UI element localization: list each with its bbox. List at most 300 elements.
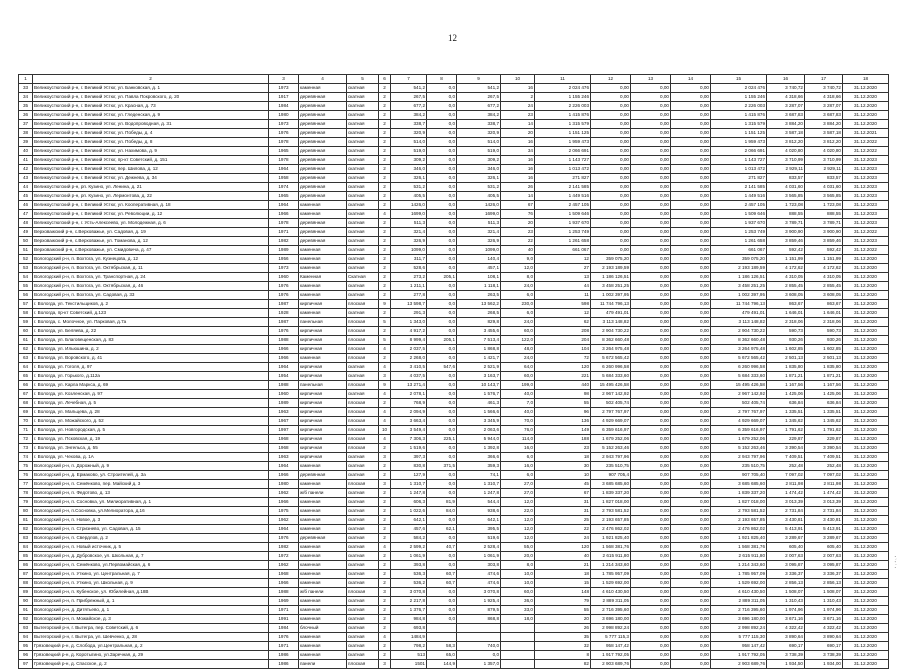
table-cell: 31.12.2020	[843, 435, 889, 444]
table-cell: 148	[535, 588, 591, 597]
table-cell: 40,7	[427, 543, 457, 552]
table-cell: Вологодский р-н, д. Дитятьево, д. 1	[33, 606, 269, 615]
table-cell: 938,6	[457, 507, 501, 516]
table-cell: 0,00	[631, 588, 671, 597]
table-cell: деревянная	[299, 138, 347, 147]
table-cell: 37	[19, 120, 33, 129]
table-cell: 32	[535, 642, 591, 651]
table-cell: 31.12.2020	[843, 363, 889, 372]
table-cell: 204	[535, 336, 591, 345]
table-cell: 3 884,20	[767, 120, 805, 129]
table-cell: 56	[19, 291, 33, 300]
table-cell: 2	[379, 570, 391, 579]
table-cell: 0,00	[671, 660, 711, 669]
table-cell: 2 226 003	[535, 102, 591, 111]
column-header: 13	[631, 75, 671, 84]
table-cell: 0,0	[427, 399, 457, 408]
table-cell: 320,9	[391, 129, 427, 138]
table-cell: скатная	[347, 390, 379, 399]
table-cell: 1099,0	[457, 246, 501, 255]
table-cell: 0,00	[671, 372, 711, 381]
table-cell: 31.12.2020	[843, 579, 889, 588]
table-cell: 35	[535, 633, 591, 642]
table-cell: 2 615 911,80	[711, 552, 767, 561]
table-cell: скатная	[347, 498, 379, 507]
table-row	[19, 462, 889, 471]
table-cell: 18	[535, 453, 591, 462]
table-cell: 0,00	[671, 516, 711, 525]
table-cell: скатная	[347, 651, 379, 660]
table-cell: 1 723,08	[767, 201, 805, 210]
table-cell: 1971	[269, 642, 299, 651]
table-cell: кирпичная	[299, 408, 347, 417]
table-cell: 8	[535, 651, 591, 660]
table-cell: скатная	[347, 471, 379, 480]
table-cell: 5 684 333,60	[591, 372, 631, 381]
table-cell: 1964	[269, 201, 299, 210]
table-cell: 58	[19, 309, 33, 318]
table-cell: 0,00	[631, 363, 671, 372]
table-cell: 31.12.2020	[843, 507, 889, 516]
table-cell: 7 097,02	[805, 471, 843, 480]
table-cell: 8,0	[501, 273, 535, 282]
table-cell: 3 859,46	[805, 237, 843, 246]
table-row	[19, 381, 889, 390]
table-cell: 0,00	[671, 507, 711, 516]
table-cell: 24,0	[501, 318, 535, 327]
table-cell: 1 315 579	[711, 120, 767, 129]
table-row	[19, 93, 889, 102]
table-cell: 1 508,07	[805, 588, 843, 597]
table-cell: 71	[19, 426, 33, 435]
table-cell: 0,00	[671, 498, 711, 507]
table-cell: 31.12.2023	[843, 210, 889, 219]
table-cell: 1 474,42	[805, 489, 843, 498]
table-cell: 829,8	[457, 318, 501, 327]
table-cell: 93	[19, 624, 33, 633]
table-cell: 457,6	[391, 525, 427, 534]
table-cell: 2 855,45	[805, 282, 843, 291]
table-cell: 0,00	[671, 93, 711, 102]
table-cell: 31.12.2023	[843, 201, 889, 210]
table-cell: 2 731,84	[767, 507, 805, 516]
table-cell: каменная	[299, 570, 347, 579]
table-cell: 11	[535, 291, 591, 300]
table-cell: 0,00	[631, 525, 671, 534]
table-cell: 31.12.2020	[843, 660, 889, 669]
table-cell: 519,0	[457, 147, 501, 156]
table-cell: 636,84	[767, 399, 805, 408]
table-cell: 0,00	[591, 93, 631, 102]
table-cell: скатная	[347, 201, 379, 210]
table-cell: каменная	[299, 579, 347, 588]
table-cell: 31.12.2020	[843, 372, 889, 381]
table-cell: 0,00	[671, 282, 711, 291]
table-cell: 1 253 749	[711, 228, 767, 237]
table-cell: 1 310,7	[457, 480, 501, 489]
table-cell: Великоустюгский р-н, г. Великий Устюг, ул. Павла Покровского, д. 20	[33, 93, 269, 102]
table-row	[19, 606, 889, 615]
table-cell: 39	[19, 138, 33, 147]
table-cell: 74	[19, 453, 33, 462]
table-cell: 1960	[269, 273, 299, 282]
table-cell: 267,5	[457, 93, 501, 102]
table-cell: 0,00	[631, 165, 671, 174]
table-cell: 252,48	[767, 462, 805, 471]
table-cell: 0,00	[591, 201, 631, 210]
table-cell: Скатная	[347, 273, 379, 282]
table-cell: 235 510,75	[711, 462, 767, 471]
table-header	[19, 75, 889, 84]
table-cell: кирпичная	[299, 372, 347, 381]
table-row	[19, 480, 889, 489]
table-cell: 2 793 581,52	[591, 507, 631, 516]
table-cell: 5 672 565,42	[711, 354, 767, 363]
table-cell: Великоустюгский р-н, г. Великий Устюг, пр-кт Советский, д. 151	[33, 156, 269, 165]
table-cell: 3 410,5	[391, 363, 427, 372]
table-cell: 2	[379, 579, 391, 588]
table-cell: 2	[379, 399, 391, 408]
table-cell: скатная	[347, 120, 379, 129]
table-cell: 1966	[269, 354, 299, 363]
table-cell: скатная	[347, 642, 379, 651]
table-cell: 1 421,7	[457, 354, 501, 363]
table-cell: 40	[19, 147, 33, 156]
table-cell: 268,5	[457, 309, 501, 318]
table-cell: скатная	[347, 606, 379, 615]
table-cell: 120	[535, 543, 591, 552]
table-cell: 1964	[269, 363, 299, 372]
table-cell: 205,1	[427, 273, 457, 282]
table-cell: 60	[19, 327, 33, 336]
table-cell: Вологодский р-н, п. Семёнково, ул.Первомайская, д. 6	[33, 561, 269, 570]
table-cell: 405,5	[457, 192, 501, 201]
table-cell: 1 022,6	[391, 507, 427, 516]
table-cell: 0,0	[427, 597, 457, 606]
table-cell: 2 904 730,22	[591, 327, 631, 336]
table-cell: 3 789,71	[805, 219, 843, 228]
table-cell: 0,00	[631, 84, 671, 93]
table-cell: 0,00	[631, 381, 671, 390]
table-cell: 1 937 670	[535, 219, 591, 228]
table-cell: 5 152 263,46	[591, 444, 631, 453]
table-cell: каменная	[299, 246, 347, 255]
table-cell: 3	[379, 453, 391, 462]
table-cell: 536,2	[391, 579, 427, 588]
table-cell: 1 827 018,00	[711, 498, 767, 507]
table-cell: 326,1	[391, 174, 427, 183]
table-cell: 1976	[269, 633, 299, 642]
table-cell: 3 287,07	[767, 102, 805, 111]
table-cell: 4 310,05	[805, 273, 843, 282]
table-cell: 1973	[269, 84, 299, 93]
table-cell: 66	[19, 381, 33, 390]
table-cell: 0,00	[591, 174, 631, 183]
table-cell: 2 268,0	[391, 354, 427, 363]
table-cell: 85	[19, 552, 33, 561]
table-cell: плоская	[347, 336, 379, 345]
table-cell: 606,3	[391, 498, 427, 507]
table-cell: 2	[379, 129, 391, 138]
table-row	[19, 408, 889, 417]
table-cell: 2	[379, 237, 391, 246]
table-cell: 0,0	[427, 183, 457, 192]
table-cell: скатная	[347, 579, 379, 588]
table-cell: 0,00	[631, 174, 671, 183]
table-cell: 16	[501, 174, 535, 183]
table-cell: 3 696 180,00	[711, 615, 767, 624]
table-cell: 48	[19, 219, 33, 228]
table-cell: 4 020,80	[805, 147, 843, 156]
table-cell: 55	[535, 399, 591, 408]
table-cell: 3 390,54	[767, 444, 805, 453]
table-cell: 4 917,2	[391, 327, 427, 336]
table-cell: 1 425,06	[767, 390, 805, 399]
table-cell: 0,0	[427, 228, 457, 237]
table-cell: 6 260 996,58	[591, 363, 631, 372]
table-cell	[501, 651, 535, 660]
table-body	[19, 84, 889, 669]
table-cell: 2 318,06	[767, 318, 805, 327]
table-cell: деревянная	[299, 129, 347, 138]
table-cell: 1 143 727	[711, 156, 767, 165]
table-cell: 0,00	[671, 327, 711, 336]
table-cell: скатная	[347, 489, 379, 498]
table-cell: 0,0	[427, 318, 457, 327]
table-cell: 2 998 892,24	[711, 624, 767, 633]
table-cell: 31.12.2020	[843, 390, 889, 399]
table-cell: Верховажский р-н, с.Верховажье, ул. Томанова, д. 12	[33, 237, 269, 246]
table-cell: 40	[501, 246, 535, 255]
table-cell: 5 777 115,30	[711, 633, 767, 642]
table-cell: 1 261 658	[711, 237, 767, 246]
table-cell: 82	[19, 525, 33, 534]
table-cell: 16,0	[501, 462, 535, 471]
table-cell: 229,87	[767, 435, 805, 444]
table-cell: 0,00	[671, 345, 711, 354]
table-cell: 0,0	[427, 327, 457, 336]
table-cell: 0,00	[631, 210, 671, 219]
table-cell: 474,6	[457, 570, 501, 579]
table-cell: Каменная	[299, 273, 347, 282]
table-cell: 77	[19, 480, 33, 489]
table-cell: 3 458 251,25	[711, 282, 767, 291]
table-cell: скатная	[347, 102, 379, 111]
table-cell: 18	[535, 570, 591, 579]
table-cell: 0,00	[671, 273, 711, 282]
table-cell: 544,4	[457, 498, 501, 507]
table-cell: скатная	[347, 570, 379, 579]
table-cell: 0,00	[631, 426, 671, 435]
table-cell: 4 322,42	[805, 624, 843, 633]
table-cell: 2 811,98	[767, 480, 805, 489]
table-cell: Великоустюгский р-н, рп. Кузино, ул. Ленина, д. 21	[33, 183, 269, 192]
table-cell: 3 671,16	[805, 615, 843, 624]
table-cell: 1973	[269, 264, 299, 273]
table-cell: 53	[19, 264, 33, 273]
table-cell: 15 495 426,58	[711, 381, 767, 390]
table-cell: 0,00	[671, 237, 711, 246]
table-cell: 2	[379, 93, 391, 102]
table-cell: 768,9	[391, 399, 427, 408]
table-cell: 1988	[269, 588, 299, 597]
table-cell: 0,0	[427, 102, 457, 111]
table-cell: 1 392,8	[457, 444, 501, 453]
table-cell: 0,00	[631, 327, 671, 336]
table-cell: 94	[19, 633, 33, 642]
table-cell: скатная	[347, 624, 379, 633]
table-cell: 5	[379, 336, 391, 345]
table-cell: 0,00	[671, 480, 711, 489]
table-cell: 0,00	[671, 138, 711, 147]
table-cell: 72	[19, 435, 33, 444]
table-cell: г. Вологда, ул. Воровского, д. 41	[33, 354, 269, 363]
table-cell: 359 075,20	[711, 255, 767, 264]
table-cell: 0,0	[427, 201, 457, 210]
table-cell: 81,9	[427, 498, 457, 507]
table-cell: 24	[535, 534, 591, 543]
table-cell: 3 884,20	[805, 120, 843, 129]
table-cell: 1968	[269, 435, 299, 444]
table-cell: 584,2	[391, 534, 427, 543]
table-cell: каменная	[299, 498, 347, 507]
table-cell: 0,0	[427, 237, 457, 246]
table-cell: 1 646,01	[767, 309, 805, 318]
table-cell: 11 744 796,13	[711, 300, 767, 309]
table-cell: 0,0	[427, 111, 457, 120]
table-cell: скатная	[347, 372, 379, 381]
table-cell: 0,00	[671, 570, 711, 579]
table-cell: г. Вологда, ул. Новгородская, д. 5	[33, 426, 269, 435]
table-cell: 2 903 689,76	[591, 660, 631, 669]
table-cell: 31.12.2020	[843, 624, 889, 633]
table-cell: 2 476 862,02	[591, 525, 631, 534]
table-cell: 2 998 892,24	[591, 624, 631, 633]
table-cell: 96	[19, 651, 33, 660]
table-cell: 592,42	[805, 246, 843, 255]
table-cell: 2	[379, 282, 391, 291]
table-cell: скатная	[347, 363, 379, 372]
table-cell: 2 066 691	[535, 147, 591, 156]
table-cell: 677,2	[457, 102, 501, 111]
table-cell: каменная	[299, 651, 347, 660]
table-cell: 1 357,0	[457, 660, 501, 669]
table-cell: 31.12.2020	[843, 399, 889, 408]
table-cell: 0,00	[671, 426, 711, 435]
table-cell: 1 013 472	[535, 165, 591, 174]
table-cell: 311,7	[391, 255, 427, 264]
table-cell: 479 491,01	[591, 309, 631, 318]
table-cell: 1989	[269, 246, 299, 255]
table-cell: 1 155 246	[711, 93, 767, 102]
table-cell: 2	[379, 597, 391, 606]
table-cell: плоская	[347, 408, 379, 417]
table-cell: 1 974,96	[767, 606, 805, 615]
table-cell: 46	[19, 201, 33, 210]
table-cell: 2 226 003	[711, 102, 767, 111]
table-cell: 2 521,9	[457, 363, 501, 372]
table-cell: 1 839 337,20	[591, 489, 631, 498]
table-cell: 2	[379, 624, 391, 633]
table-cell: Великоустюгский р-н, г. Великий Устюг, ул. Водопроводная, д. 31	[33, 120, 269, 129]
table-cell: 502 405,74	[711, 399, 767, 408]
table-cell: 1 723,08	[805, 201, 843, 210]
table-cell: 1 529 692,00	[591, 579, 631, 588]
column-header: 7	[391, 75, 427, 84]
table-cell: 6 359 616,97	[711, 426, 767, 435]
table-cell: 31.12.2023	[843, 156, 889, 165]
table-cell: скатная	[347, 453, 379, 462]
table-cell: г. Вологда, ул. Текстильщиков, д. 2	[33, 300, 269, 309]
table-row	[19, 273, 889, 282]
table-cell: 3 095,87	[805, 561, 843, 570]
table-cell: 70,0	[501, 417, 535, 426]
table-cell: 1 315 579	[535, 120, 591, 129]
table-cell: 984,8	[391, 615, 427, 624]
table-row	[19, 210, 889, 219]
table-cell: 1 013 472	[711, 165, 767, 174]
table-cell: 0,00	[671, 183, 711, 192]
table-cell: 4 318,66	[805, 93, 843, 102]
table-cell: Вологодский р-н, п. Уткино, ул. Центральная, д. 7	[33, 570, 269, 579]
table-row	[19, 255, 889, 264]
table-cell: 0,00	[671, 318, 711, 327]
table-cell: 30	[535, 462, 591, 471]
table-cell: 1 871,21	[805, 372, 843, 381]
table-cell: 1 214 343,60	[591, 561, 631, 570]
table-cell: 0,00	[671, 192, 711, 201]
table-cell: 930,26	[805, 336, 843, 345]
table-row	[19, 300, 889, 309]
table-cell: Вологодский р-н, п. Вохтога, ул. Транспортная, д. 24	[33, 273, 269, 282]
table-cell: кирпичная	[299, 327, 347, 336]
table-cell: каменная	[299, 462, 347, 471]
table-cell: 31.12.2020	[843, 381, 889, 390]
table-cell: 3 070,8	[391, 588, 427, 597]
table-cell: 91	[19, 606, 33, 615]
table-row	[19, 624, 889, 633]
table-cell: 3 671,16	[767, 615, 805, 624]
table-cell: Великоустюгский р-н, г. Великий Устюг, ул. Победы, д. 4	[33, 129, 269, 138]
table-cell: 1 959 473	[711, 138, 767, 147]
table-cell: 45	[535, 480, 591, 489]
table-cell	[501, 660, 535, 669]
table-cell: 26	[501, 183, 535, 192]
table-cell: 0,0	[427, 408, 457, 417]
table-cell: 2 811,98	[805, 480, 843, 489]
table-cell: 3 264 975,48	[591, 345, 631, 354]
table-cell: 55,0	[501, 543, 535, 552]
table-cell: 0,00	[631, 408, 671, 417]
table-cell: 3 070,8	[457, 588, 501, 597]
table-cell: 98	[535, 390, 591, 399]
table-cell: 320,9	[457, 129, 501, 138]
table-cell: 338,7	[391, 120, 427, 129]
table-cell: 0,00	[671, 84, 711, 93]
table-cell: 4	[379, 363, 391, 372]
table-cell: 0,00	[631, 93, 671, 102]
table-cell: каменная	[299, 633, 347, 642]
table-row	[19, 363, 889, 372]
table-cell: 252,48	[805, 462, 843, 471]
column-header: 2	[33, 75, 269, 84]
table-cell: 2 037,5	[391, 345, 427, 354]
table-cell: 7 409,51	[805, 453, 843, 462]
table-cell: 0,0	[427, 84, 457, 93]
table-cell: 0,00	[671, 642, 711, 651]
table-cell: 3 687,83	[805, 111, 843, 120]
table-cell: 235 510,75	[591, 462, 631, 471]
